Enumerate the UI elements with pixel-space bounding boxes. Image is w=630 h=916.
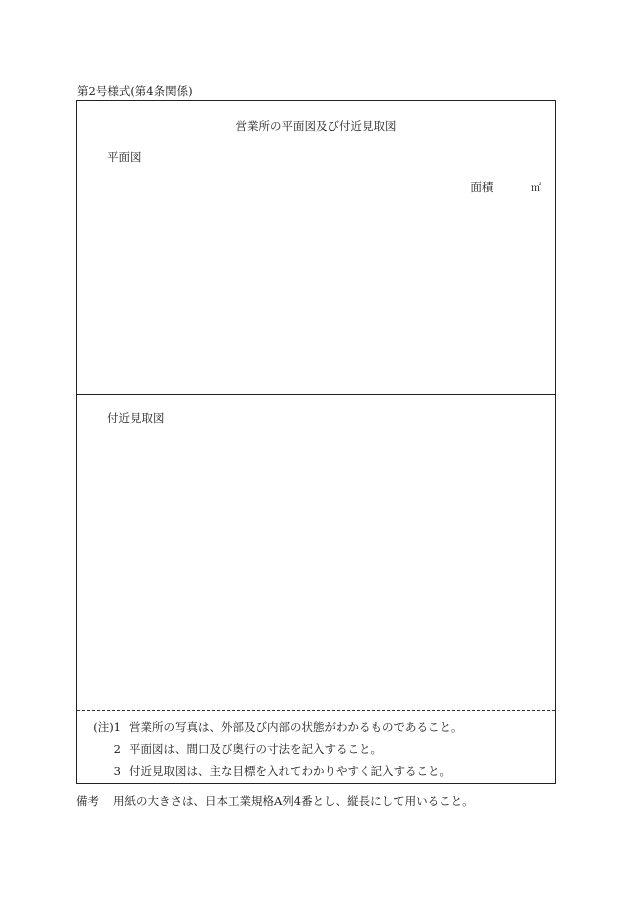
note-item-3 [83, 764, 451, 778]
form-title: 営業所の平面図及び付近見取図 [235, 119, 397, 133]
remarks-label: 備考 [76, 794, 99, 808]
note-number: (注)1 [93, 720, 121, 734]
vicinity-map-section [77, 395, 555, 711]
form-number-label: 第2号様式(第4条関係) [77, 84, 193, 98]
note-item-2 [83, 742, 382, 756]
remarks [76, 794, 474, 808]
area-label: 面積 [470, 180, 494, 194]
remarks-text: 用紙の大きさは、日本工業規格A列4番とし、縦長にして用いること。 [113, 794, 474, 808]
area-unit: ㎡ [531, 183, 541, 194]
area-field [470, 180, 541, 196]
form-frame [76, 100, 556, 784]
note-text: 付近見取図は、主な目標を入れてわかりやすく記入すること。 [129, 764, 451, 778]
notes-section [77, 711, 555, 783]
floor-plan-label: 平面図 [107, 150, 142, 164]
note-item-1 [83, 720, 463, 734]
note-text: 平面図は、間口及び奥行の寸法を記入すること。 [129, 742, 382, 756]
note-text: 営業所の写真は、外部及び内部の状態がわかるものであること。 [129, 720, 463, 734]
note-number: 3 [113, 764, 121, 778]
note-number: 2 [113, 742, 121, 756]
floor-plan-section [77, 101, 555, 395]
vicinity-map-label: 付近見取図 [107, 411, 165, 425]
